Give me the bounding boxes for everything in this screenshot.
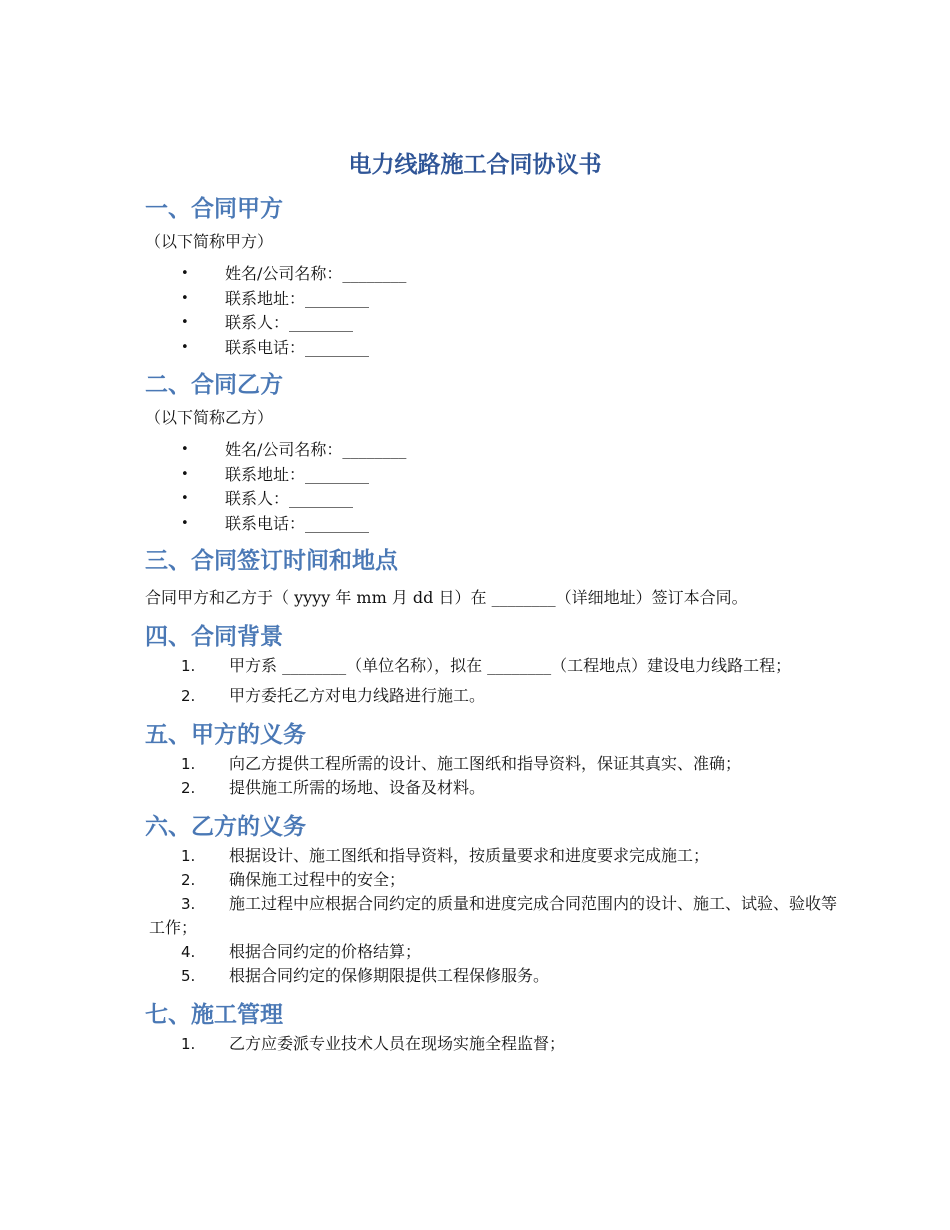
list-item: • 联系电话：________ [145,336,845,361]
party-a-duties-list [145,752,845,800]
bullet-icon: • [181,266,189,281]
bullet-icon: • [181,290,189,306]
list-item: 1. 向乙方提供工程所需的设计、施工图纸和指导资料，保证其真实、准确； [181,754,742,773]
list-item: 2. 提供施工所需的场地、设备及材料。 [181,778,486,797]
list-item: 5. 根据合同约定的保修期限提供工程保修服务。 [181,966,550,985]
list-item: 2. 确保施工过程中的安全； [181,870,406,889]
section-heading-signing: 三、合同签订时间和地点 [145,548,398,574]
list-item: • 联系地址：________ [145,287,845,312]
list-item: 1. 根据设计、施工图纸和指导资料，按质量要求和进度要求完成施工； [181,846,710,865]
list-item: • 姓名/公司名称：________ [145,438,845,463]
section-heading-party-a-duties: 五、甲方的义务 [145,722,306,748]
bullet-icon: • [181,491,189,506]
signing-paragraph: 合同甲方和乙方于（ yyyy 年 mm 月 dd 日）在 ________（详细地址）签订本合同。 [145,588,748,607]
list-item: 1. 甲方系 ________（单位名称），拟在 ________（工程地点）建设电力线路工程； [181,656,792,675]
document-title: 电力线路施工合同协议书 [348,152,602,178]
section-heading-construction-mgmt: 七、施工管理 [145,1002,283,1028]
bullet-icon: • [181,339,189,355]
section-heading-background: 四、合同背景 [145,624,283,650]
list-item: 2. 甲方委托乙方对电力线路进行施工。 [181,686,486,705]
list-item: • 联系人：________ [145,311,845,336]
bullet-icon: • [181,466,189,482]
bullet-icon: • [181,315,189,330]
list-item: 1. 乙方应委派专业技术人员在现场实施全程监督； [181,1034,566,1053]
list-item: • 姓名/公司名称：________ [145,262,845,287]
section-note-party-a: （以下简称甲方） [145,232,274,251]
section-note-party-b: （以下简称乙方） [145,408,274,427]
bullet-icon: • [181,515,189,531]
section-heading-party-a: 一、合同甲方 [145,196,283,222]
bullet-icon: • [181,442,189,457]
background-list [145,654,845,708]
party-b-duties-list [145,844,845,988]
party-b-info-list [145,438,845,536]
list-item: • 联系人：________ [145,487,845,512]
list-item: • 联系电话：________ [145,512,845,537]
list-item: 4. 根据合同约定的价格结算； [181,942,422,961]
list-item: • 联系地址：________ [145,463,845,488]
list-item: 3. 施工过程中应根据合同约定的质量和进度完成合同范围内的设计、施工、试验、验收等工作； [149,894,838,937]
section-heading-party-b-duties: 六、乙方的义务 [145,814,306,840]
construction-mgmt-list [145,1032,845,1056]
section-heading-party-b: 二、合同乙方 [145,372,283,398]
party-a-info-list [145,262,845,360]
document-body [145,192,845,1056]
